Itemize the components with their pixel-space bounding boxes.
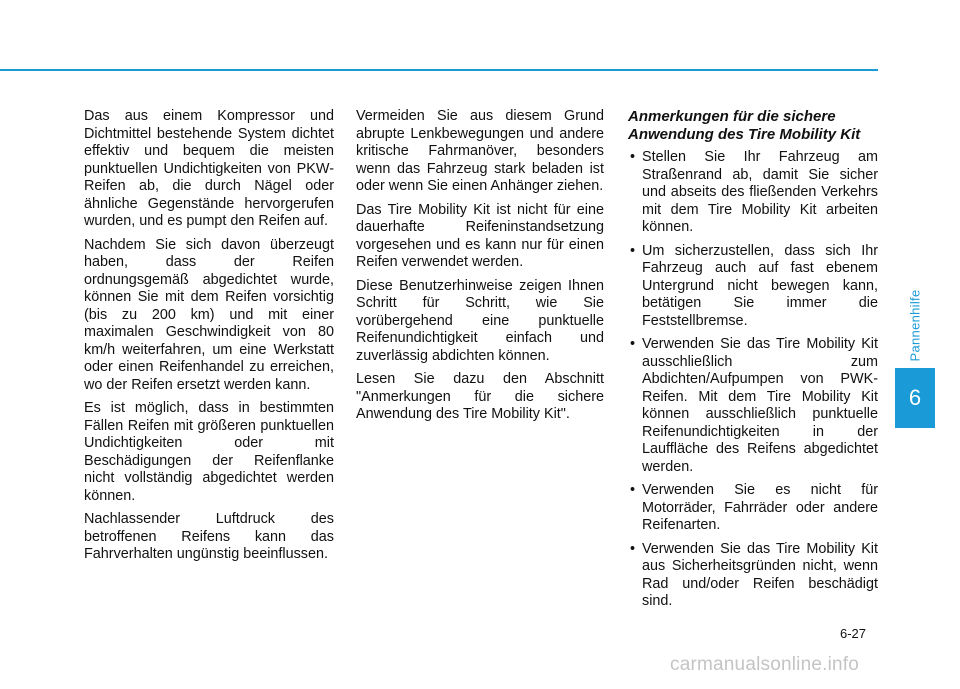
- list-item-text: Stellen Sie Ihr Fahrzeug am Straßenrand ab, damit Sie sicher und abseits des fließenden Verkehrs mit dem Tire Mobility Kit arbeiten können.: [642, 149, 878, 235]
- list-item: [628, 482, 878, 535]
- paragraph: Vermeiden Sie aus diesem Grund abrupte Lenkbewegungen und andere kritische Fahrmanöver, besonders wenn das Fahrzeug stark beladen ist oder wenn Sie einen Anhänger ziehen.: [356, 108, 604, 194]
- paragraph: Lesen Sie dazu den Abschnitt "Anmerkungen für die sichere Anwendung des Tire Mobility Kit".: [356, 371, 604, 422]
- list-item-text: Um sicherzustellen, dass sich Ihr Fahrzeug auch auf fast ebenem Untergrund nicht bewegen kann, betätigen Sie immer die Feststellbremse.: [642, 242, 878, 329]
- bullet-icon: •: [630, 242, 636, 259]
- header-rule: [0, 69, 878, 71]
- bullet-icon: •: [630, 482, 636, 498]
- text-column-left: [84, 108, 334, 570]
- paragraph: Es ist möglich, dass in bestimmten Fällen Reifen mit größeren punktuellen Undichtigkeiten oder mit Beschädigungen der Reifenflanke nicht vollständig abgedichtet werden können.: [84, 400, 334, 504]
- list-item: [628, 541, 878, 611]
- bullet-icon: •: [630, 149, 636, 165]
- bullet-icon: •: [630, 336, 636, 352]
- chapter-number-tab: [895, 368, 935, 428]
- paragraph: Das aus einem Kompressor und Dichtmittel bestehende System dichtet effektiv und bequem die meisten punktuellen Undichtigkeiten von PKW-Reifen ab, die durch Nägel oder ähnliche Gegenstände hervorgerufen wurden, und es pumpt den Reifen auf.: [84, 108, 334, 229]
- page-number: 6-27: [840, 626, 867, 641]
- list-item-text: Verwenden Sie es nicht für Motorräder, Fahrräder oder andere Reifenarten.: [642, 482, 878, 533]
- list-item-text: Verwenden Sie das Tire Mobility Kit ausschließlich zum Abdichten/Aufpumpen von PWK-Reifen. Mit dem Tire Mobility Kit können ausschließlich punktuelle Reifenundichtigkeiten in der Lauffläche des Reifens abgedichtet werden.: [642, 336, 878, 475]
- paragraph: Diese Benutzerhinweise zeigen Ihnen Schritt für Schritt, wie Sie vorübergehend eine punktuelle Reifenundichtigkeit einfach und zuverlässig abdichten können.: [356, 277, 604, 364]
- list-item: [628, 336, 878, 476]
- bullet-icon: •: [630, 540, 636, 557]
- chapter-title: Pannenhilfe: [907, 289, 923, 361]
- text-column-right: [628, 108, 878, 617]
- paragraph: Das Tire Mobility Kit ist nicht für eine dauerhafte Reifeninstandsetzung vorgesehen und es kann nur für einen Reifen verwendet werden.: [356, 201, 604, 270]
- paragraph: Nachdem Sie sich davon überzeugt haben, dass der Reifen ordnungsgemäß abgedichtet wurde, können Sie mit dem Reifen vorsichtig (bis zu 200 km) und mit einer maximalen Geschwindigkeit von 80 km/h weiterfahren, um eine Werkstatt oder einen Reifenhandel zu erreichen, wo der Reifen ersetzt werden kann.: [84, 236, 334, 393]
- watermark: carmanualsonline.info: [670, 654, 860, 675]
- list-item-text: Verwenden Sie das Tire Mobility Kit aus Sicherheitsgründen nicht, wenn Rad und/oder Reifen beschädigt sind.: [642, 540, 878, 609]
- list-item: [628, 243, 878, 331]
- text-column-middle: [356, 108, 604, 430]
- chapter-side-label: [905, 290, 925, 360]
- paragraph: Nachlassender Luftdruck des betroffenen Reifens kann das Fahrverhalten ungünstig beeinflussen.: [84, 511, 334, 562]
- list-item: [628, 149, 878, 237]
- safety-notes-list: [628, 149, 878, 611]
- section-heading: Anmerkungen für die sichere Anwendung des Tire Mobility Kit: [628, 108, 861, 143]
- chapter-number: 6: [908, 385, 922, 410]
